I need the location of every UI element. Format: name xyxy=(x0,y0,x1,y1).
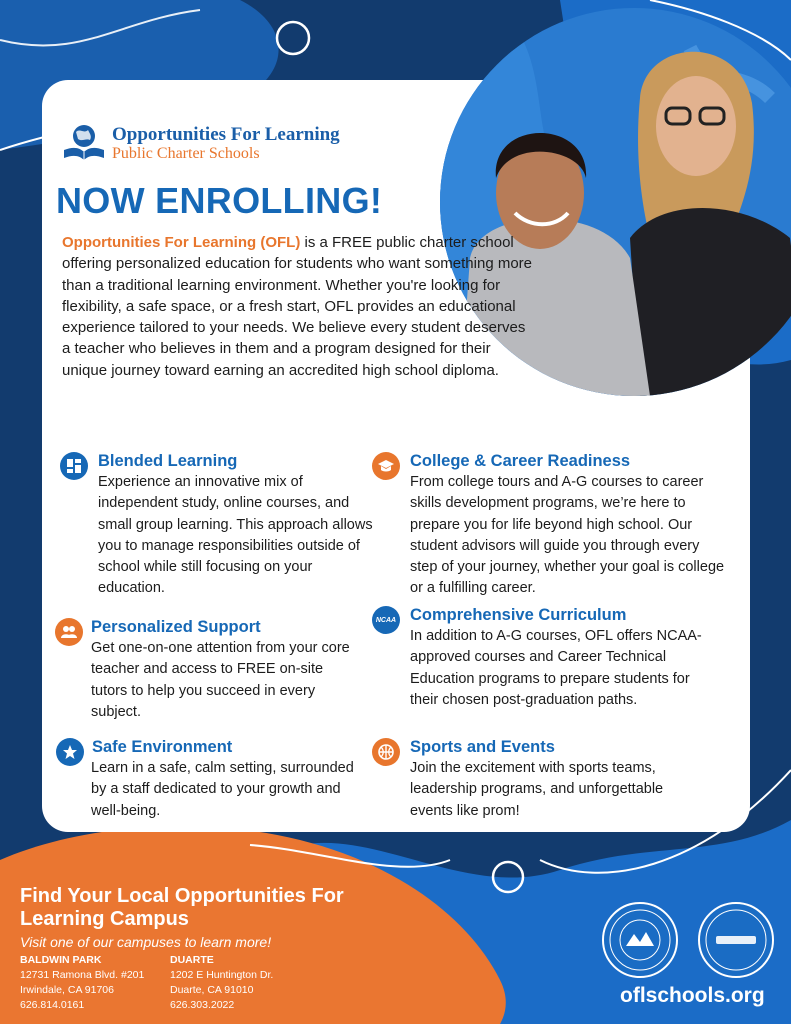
wasc-seal-icon xyxy=(602,902,678,978)
feature-title: Comprehensive Curriculum xyxy=(410,606,627,624)
website-link[interactable]: oflschools.org xyxy=(620,984,765,1007)
layout-grid-icon xyxy=(60,452,88,480)
feature-body: Experience an innovative mix of independent study, online courses, and small group learning. This approach allows you to manage responsibilities outside of school while still focusing on your education. xyxy=(98,474,373,597)
campus-name: BALDWIN PARK xyxy=(20,954,102,966)
logo-subtitle: Public Charter Schools xyxy=(112,144,260,162)
feature-body: Learn in a safe, calm setting, surrounded by a staff dedicated to your growth and well-being. xyxy=(91,760,354,819)
feature-title: Personalized Support xyxy=(91,618,261,636)
graduation-cap-icon xyxy=(372,452,400,480)
feature-body: Get one-on-one attention from your core teacher and access to FREE on-site tutors to help you succeed in every subject. xyxy=(91,640,350,720)
campus-address-line1: 12731 Ramona Blvd. #201 xyxy=(20,969,145,981)
feature-title: Safe Environment xyxy=(92,738,233,756)
intro-paragraph xyxy=(62,232,532,381)
campus-duarte xyxy=(170,953,273,1013)
globe-book-icon xyxy=(62,122,106,164)
star-icon xyxy=(56,738,84,766)
feature-body: From college tours and A-G courses to career skills development programs, we’re here to prepare you for life beyond high school. Our student advisors will guide you through every step of your journey, whether your goal is college or a fulfilling career. xyxy=(410,474,725,597)
ncaa-icon xyxy=(372,606,400,634)
campus-address-line1: 1202 E Huntington Dr. xyxy=(170,969,274,981)
people-icon xyxy=(55,618,83,646)
intro-body: is a FREE public charter school offering personalized education for students who want something more than a traditional learning environment. Whether you're looking for flexibility, a safe space, or a fresh start, OFL provides an educational experience tailored to your needs. We believe every student deserves a teacher who believes in them and a program designed for their unique journey toward earning an accredited high school diploma. xyxy=(62,234,533,379)
campus-address-line2: Duarte, CA 91010 xyxy=(170,984,254,996)
feature-body: Join the excitement with sports teams, leadership programs, and unforgettable events like prom! xyxy=(410,760,664,819)
cognia-seal-icon xyxy=(698,902,774,978)
campus-baldwin-park xyxy=(20,953,144,1013)
feature-title: Blended Learning xyxy=(98,452,238,470)
campus-phone[interactable]: 626.303.2022 xyxy=(170,999,235,1011)
campus-address-line2: Irwindale, CA 91706 xyxy=(20,984,114,996)
logo-title: Opportunities For Learning xyxy=(112,123,340,145)
campus-phone[interactable]: 626.814.0161 xyxy=(20,999,85,1011)
footer-subtitle: Visit one of our campuses to learn more! xyxy=(20,934,272,950)
campus-name: DUARTE xyxy=(170,954,214,966)
intro-highlight: Opportunities For Learning (OFL) xyxy=(62,234,301,251)
basketball-icon xyxy=(372,738,400,766)
feature-body: In addition to A-G courses, OFL offers NCAA-approved courses and Career Technical Education programs to prepare students for their chosen post-graduation paths. xyxy=(410,628,702,708)
ncaa-label: NCAA xyxy=(375,616,397,624)
footer-title: Find Your Local Opportunities For Learning Campus xyxy=(20,885,344,930)
page-title: NOW ENROLLING! xyxy=(56,180,383,221)
feature-title: College & Career Readiness xyxy=(410,452,631,470)
ofl-logo xyxy=(62,122,340,164)
feature-title: Sports and Events xyxy=(410,738,555,756)
